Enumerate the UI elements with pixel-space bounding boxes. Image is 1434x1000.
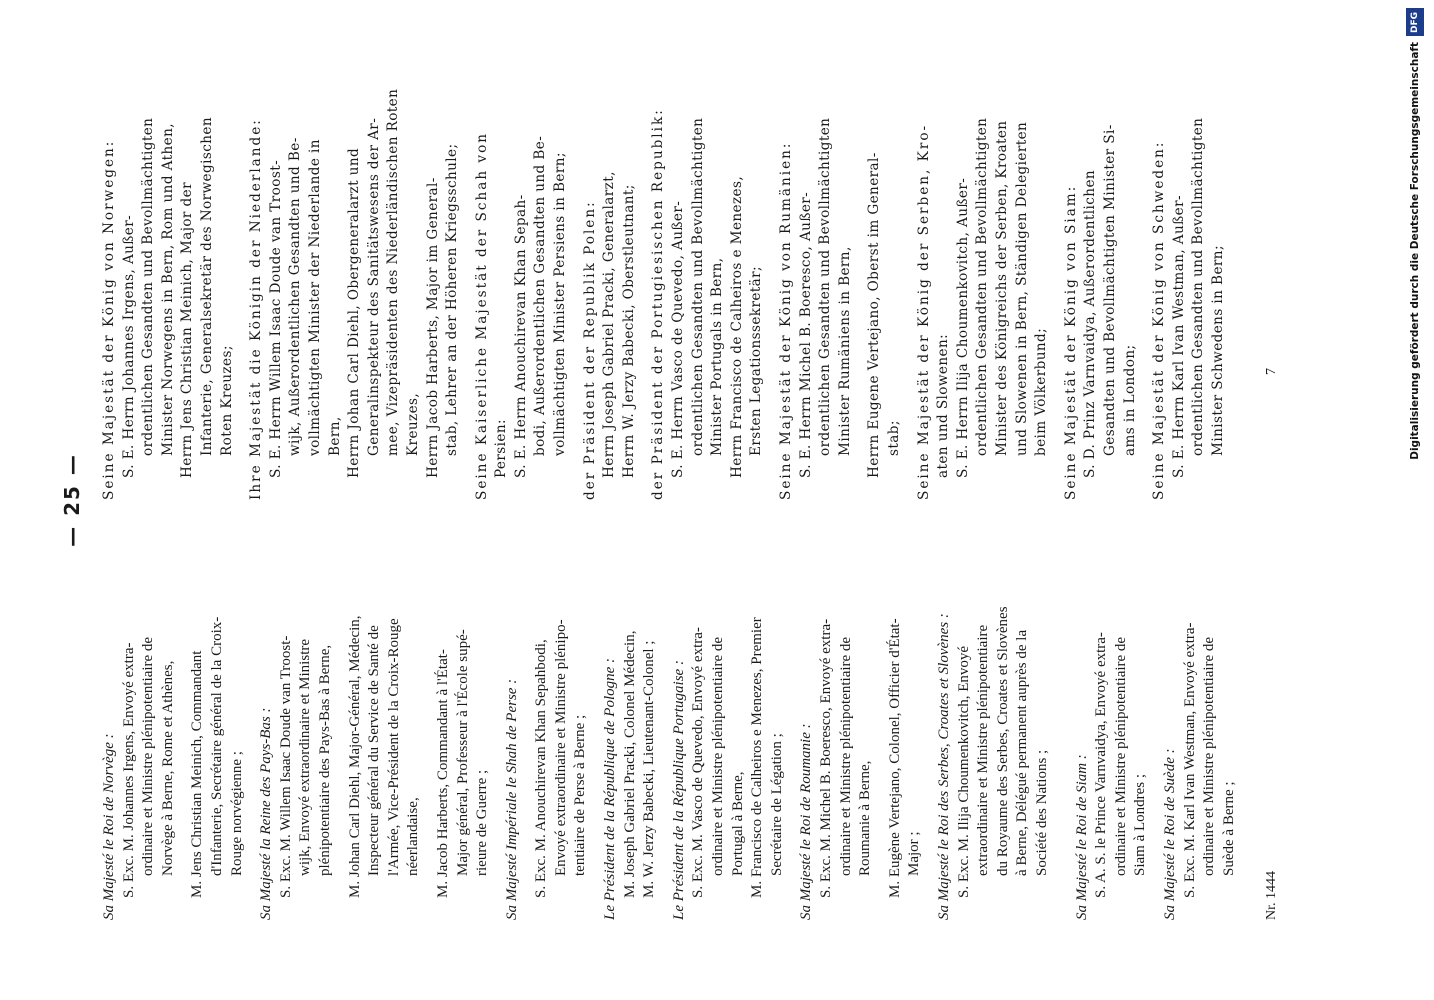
- spacer: [1063, 482, 1073, 920]
- text-line: S. Exc. M. Vasco de Quevedo, Envoyé extra-: [690, 627, 707, 898]
- text-line: Roumanie à Berne,: [857, 760, 874, 876]
- text-line: S. Exc. M. Anouchirevan Khan Sepahbodi,: [533, 639, 550, 898]
- section-heading: Sa Majesté le Roi de Suède :: [1161, 748, 1178, 920]
- section-heading: Le Président de la République de Pologne :: [602, 657, 619, 920]
- spacer: [925, 482, 935, 920]
- text-line: und Slowenen in Bern, Ständigen Delegierten: [1013, 121, 1030, 456]
- text-line: ordinaire et Ministre plénipotentiaire de: [1201, 636, 1218, 876]
- text-line: S. D. Prinz Varnvaidya, Außerordentlichen: [1082, 169, 1099, 478]
- spacer: [424, 482, 434, 920]
- text-line: Envoyé extraordinaire et Ministre plénipo-: [552, 619, 569, 876]
- spacer: [493, 482, 503, 920]
- spacer: [247, 482, 257, 920]
- spacer: [1140, 80, 1150, 500]
- text-line: Minister Portugals in Bern,: [709, 257, 726, 456]
- text-line: ordentlichen Gesandten und Bevollmächtigten: [974, 117, 991, 456]
- text-line: wijk, Außerordentlichen Gesandten und Be-: [287, 137, 304, 456]
- text-line: S. E. Herrn Anouchirevan Khan Sepah-: [512, 194, 529, 478]
- section-heading: Ihre Majestät die Königin der Niederlande:: [248, 118, 265, 500]
- text-line: Portugal à Berne,: [729, 771, 746, 876]
- text-line: M. Jacob Harberts, Commandant à l'État-: [434, 649, 451, 898]
- text-line: Herrn Jens Christian Meinich, Major der: [179, 182, 196, 478]
- text-line: du Royaume des Serbes, Croates et Slovènes: [994, 606, 1011, 876]
- section-heading: Sa Majesté le Roi de Siam :: [1073, 754, 1090, 920]
- text-line: Rouge norvégienne ;: [228, 751, 245, 876]
- section-heading: Seine Majestät der König von Rumänien:: [778, 141, 794, 500]
- text-line: bodi, Außerordentlichen Gesandten und Be-: [532, 135, 549, 456]
- spacer: [660, 482, 670, 920]
- text-line: Persien:: [493, 419, 510, 478]
- text-line: M. Joseph Gabriel Pracki, Colonel Médecin,: [621, 630, 638, 898]
- text-line: S. Exc. M. Karl Ivan Westman, Envoyé extra-: [1181, 622, 1198, 898]
- text-line: Kreuzes,: [404, 392, 421, 456]
- text-line: Herrn Joseph Gabriel Pracki, Generalarzt,: [601, 171, 618, 478]
- spacer: [591, 482, 601, 920]
- digitization-credit: Digitalisierung gefördert durch die Deutsche Forschungsgemeinschaft: [1409, 42, 1421, 460]
- section-heading: Seine Majestät der König der Serben, Kro-: [915, 123, 932, 500]
- text-line: Gesandten und Bevollmächtigten Minister Si-: [1101, 124, 1118, 456]
- text-line: mee, Vizepräsidenten des Niederländischen Roten: [385, 88, 402, 456]
- spacer: [178, 482, 188, 920]
- text-line: Minister des Königreichs der Serben, Kroaten: [993, 120, 1010, 456]
- digitization-sidebar: [1404, 8, 1426, 988]
- section-heading: Sa Majesté la Reine des Pays-Bas :: [258, 707, 275, 920]
- text-line: M. Jens Christian Meinich, Commandant: [189, 650, 206, 898]
- text-line: extraordinaire et Ministre plénipotentiaire: [975, 624, 992, 876]
- text-line: Ersten Legationssekretär;: [748, 265, 765, 456]
- text-line: Norvège à Berne, Rome et Athènes,: [159, 660, 176, 876]
- text-line: S. E. Herrn Michel B. Boeresco, Außer-: [797, 191, 814, 478]
- text-line: Herrn Francisco de Calheiros e Menezes,: [728, 175, 745, 478]
- section-heading: Seine Majestät der König von Siam:: [1062, 184, 1079, 500]
- text-line: Société des Nations ;: [1033, 749, 1050, 876]
- spacer: [1052, 80, 1062, 500]
- section-heading: Seine Majestät der König von Norwegen:: [101, 139, 117, 500]
- text-line: Bern,: [326, 416, 343, 456]
- text-line: rieure de Guerre ;: [474, 769, 491, 876]
- section-heading: Sa Majesté le Roi de Norvège :: [101, 733, 117, 920]
- spacer: [463, 80, 473, 500]
- section-heading: Sa Majesté Impériale le Shah de Perse :: [503, 678, 520, 920]
- text-line: ordentlichen Gesandten und Bevollmächtigten: [140, 117, 157, 456]
- text-line: S. Exc. M. Willem Isaac Doude van Troost-: [277, 635, 294, 898]
- spacer: [787, 482, 797, 920]
- text-line: S. E. Herrn Vasco de Quevedo, Außer-: [670, 200, 687, 478]
- text-line: wijk, Envoyé extraordinaire et Ministre: [297, 638, 314, 876]
- text-line: néerlandaise,: [405, 797, 422, 876]
- spacer: [336, 482, 346, 920]
- text-line: S. A. S. le Prince Varnvaidya, Envoyé extra-: [1093, 632, 1110, 898]
- text-line: Herrn W. Jerzy Babecki, Oberstleutnant;: [620, 184, 637, 478]
- text-line: S. Exc. M. Michel B. Boeresco, Envoyé extra-: [818, 618, 834, 898]
- text-line: stab;: [885, 420, 902, 456]
- text-line: Major général, Professeur à l'École supé-: [454, 629, 471, 876]
- text-line: l'Armée, Vice-Président de la Croix-Rouge: [385, 618, 402, 876]
- spacer: [876, 482, 886, 920]
- text-line: Siam à Londres ;: [1132, 773, 1149, 876]
- text-line: M. Eugène Vertejano, Colonel, Officier d'État-: [886, 618, 903, 898]
- text-line: Roten Kreuzes;: [218, 345, 235, 456]
- section-heading: der Präsident der Republik Polen:: [581, 200, 598, 500]
- text-line: Inspecteur général du Service de Santé de: [366, 625, 383, 876]
- text-line: beim Völkerbund;: [1033, 327, 1050, 456]
- text-line: tentiaire de Perse à Berne ;: [572, 714, 589, 876]
- spacer: [571, 80, 581, 500]
- text-line: stab, Lehrer an der Höheren Kriegsschule;: [444, 143, 461, 456]
- spacer: [639, 80, 649, 500]
- text-line: ams in London;: [1121, 344, 1138, 456]
- text-line: Infanterie, Generalsekretär des Norwegischen: [198, 117, 215, 456]
- text-line: ordinaire et Ministre plénipotentiaire de: [1112, 636, 1129, 876]
- text-line: aten und Slowenen:: [935, 333, 952, 478]
- text-line: vollmächtigten Minister der Niederlande in: [306, 139, 323, 456]
- spacer: [1053, 482, 1063, 920]
- text-line: Minister Schwedens in Bern;: [1209, 245, 1226, 456]
- text-line: d'Infanterie, Secrétaire général de la Croix-: [208, 616, 225, 876]
- spacer: [522, 482, 532, 920]
- page-number: — 25 —: [60, 453, 84, 547]
- text-line: à Berne, Délégué permanent auprès de la: [1014, 629, 1031, 876]
- footer-signature: Nr. 1444: [1264, 871, 1279, 920]
- text-line: ordentlichen Gesandten und Bevollmächtigten: [817, 117, 834, 456]
- text-line: Generalinspekteur des Sanitätswesens der Ar-: [365, 117, 382, 456]
- spacer: [237, 80, 247, 500]
- text-line: S. E. Herrn Karl Ivan Westman, Außer-: [1170, 195, 1187, 478]
- spacer: [905, 80, 915, 500]
- section-heading: Seine Majestät der König von Schweden:: [1151, 140, 1168, 500]
- text-line: S. E. Herrn Johannes Irgens, Außer-: [120, 214, 137, 478]
- text-line: Herrn Eugene Vertejano, Oberst im General-: [866, 152, 883, 478]
- spacer: [767, 80, 777, 500]
- text-line: S. Exc. M. Ilija Choumenkovitch, Envoyé: [955, 645, 972, 898]
- text-line: Minister Norwegens in Bern, Rom und Athen,: [159, 123, 176, 456]
- section-heading: der Präsident der Portugiesischen Republik:: [650, 108, 667, 500]
- text-line: vollmächtigten Minister Persiens in Bern;: [552, 152, 569, 456]
- text-line: M. Francisco de Calheiros e Menezes, Premier: [749, 617, 766, 898]
- text-line: S. E. Herrn Willem Isaac Doude van Troost-: [267, 159, 284, 478]
- dfg-logo: DFG: [1406, 8, 1424, 36]
- section-heading: Sa Majesté le Roi des Serbes, Croates et Slovènes :: [935, 613, 952, 920]
- text-line: ordinaire et Ministre plénipotentiaire de: [837, 636, 854, 876]
- text-line: Herrn Johan Carl Diehl, Obergeneralarzt und: [346, 147, 363, 478]
- text-line: Major ;: [906, 831, 923, 876]
- text-line: ordentlichen Gesandten und Bevollmächtigten: [689, 117, 706, 456]
- section-heading: Seine Kaiserliche Majestät der Schah von: [473, 131, 490, 500]
- text-line: Secrétaire de Légation ;: [768, 733, 785, 876]
- text-line: M. W. Jerzy Babecki, Lieutenant-Colonel ;: [641, 640, 658, 898]
- section-heading: Sa Majesté le Roi de Roumanie :: [798, 723, 815, 920]
- text-line: Herrn Jacob Harberts, Major im General-: [424, 177, 441, 478]
- text-line: ordinaire et Ministre plénipotentiaire de: [140, 636, 157, 876]
- spacer: [1151, 482, 1161, 920]
- text-line: Suède à Berne ;: [1220, 781, 1237, 876]
- french-column: [100, 482, 1239, 920]
- text-line: Minister Rumäniens in Bern,: [836, 246, 853, 456]
- text-line: M. Johan Carl Diehl, Major-Général, Médecin,: [346, 615, 363, 898]
- section-heading: Le Président de la République Portugaise :: [670, 660, 687, 920]
- text-line: ordentlichen Gesandten und Bevollmächtigten: [1190, 117, 1207, 456]
- text-line: S. Exc. M. Johannes Irgens, Envoyé extra-: [120, 642, 137, 898]
- spacer: [855, 80, 865, 500]
- footer-sheet-number: 7: [1264, 368, 1279, 375]
- text-line: ordinaire et Ministre plénipotentiaire de: [710, 636, 727, 876]
- german-column: [100, 80, 1228, 500]
- text-line: plénipotentiaire des Pays-Bas à Berne,: [316, 644, 333, 876]
- text-line: S. E. Herrn Ilija Choumenkovitch, Außer-: [954, 177, 971, 478]
